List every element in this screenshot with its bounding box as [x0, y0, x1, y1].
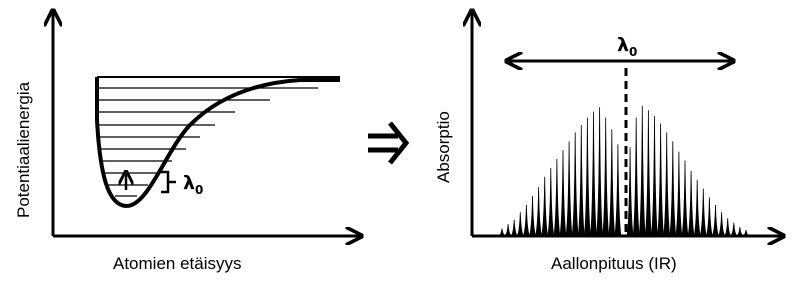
absorption-peak-23 [633, 118, 639, 236]
absorption-peak-33 [694, 180, 700, 236]
absorption-peak-17 [597, 107, 603, 236]
absorption-peak-25 [645, 110, 651, 236]
absorption-peak-15 [584, 118, 590, 236]
absorption-peak-8 [542, 177, 548, 236]
absorption-peak-1 [499, 229, 505, 236]
absorption-peak-13 [572, 132, 578, 236]
left-lambda-label: $\lambda_0$ [183, 172, 204, 197]
absorption-peak-28 [664, 132, 670, 236]
right-y-axis-label: Absorptio [434, 111, 453, 183]
absorption-peak-32 [688, 171, 694, 236]
absorption-peak-36 [713, 205, 719, 236]
absorption-peak-39 [731, 223, 737, 236]
implies-arrow-icon [368, 123, 406, 163]
absorption-peak-20 [615, 144, 621, 236]
right-lambda-label: $\lambda_0$ [617, 34, 638, 59]
energy-levels [97, 88, 318, 196]
absorption-peak-37 [719, 212, 725, 236]
absorption-peaks [499, 106, 749, 236]
absorption-peak-41 [743, 230, 749, 236]
absorption-peak-18 [603, 118, 609, 236]
potential-energy-curve [97, 77, 340, 206]
lambda-bracket [161, 172, 176, 192]
absorption-peak-3 [511, 220, 517, 236]
absorption-peak-2 [505, 224, 511, 236]
left-y-axis-label: Potentiaalienergia [14, 81, 33, 218]
absorption-peak-4 [517, 212, 523, 236]
absorption-peak-10 [554, 159, 560, 236]
absorption-peak-38 [725, 218, 731, 236]
absorption-peak-6 [530, 196, 536, 236]
absorption-peak-26 [652, 116, 658, 236]
left-panel [53, 12, 360, 236]
absorption-peak-22 [627, 147, 633, 236]
absorption-peak-19 [609, 129, 615, 236]
absorption-peak-7 [536, 187, 542, 236]
absorption-peak-24 [639, 106, 645, 236]
absorption-peak-11 [560, 150, 566, 236]
absorption-peak-29 [670, 141, 676, 236]
absorption-peak-12 [566, 141, 572, 236]
absorption-peak-9 [548, 168, 554, 236]
absorption-peak-5 [523, 205, 529, 236]
absorption-peak-40 [737, 227, 743, 236]
absorption-peak-16 [591, 112, 597, 236]
absorption-peak-34 [700, 189, 706, 236]
absorption-peak-30 [676, 152, 682, 236]
absorption-peak-14 [578, 125, 584, 236]
right-x-axis-label: Aallonpituus (IR) [551, 254, 677, 273]
absorption-peak-31 [682, 161, 688, 236]
absorption-peak-35 [706, 198, 712, 236]
left-x-axis-label: Atomien etäisyys [113, 254, 242, 273]
absorption-peak-27 [658, 124, 664, 236]
